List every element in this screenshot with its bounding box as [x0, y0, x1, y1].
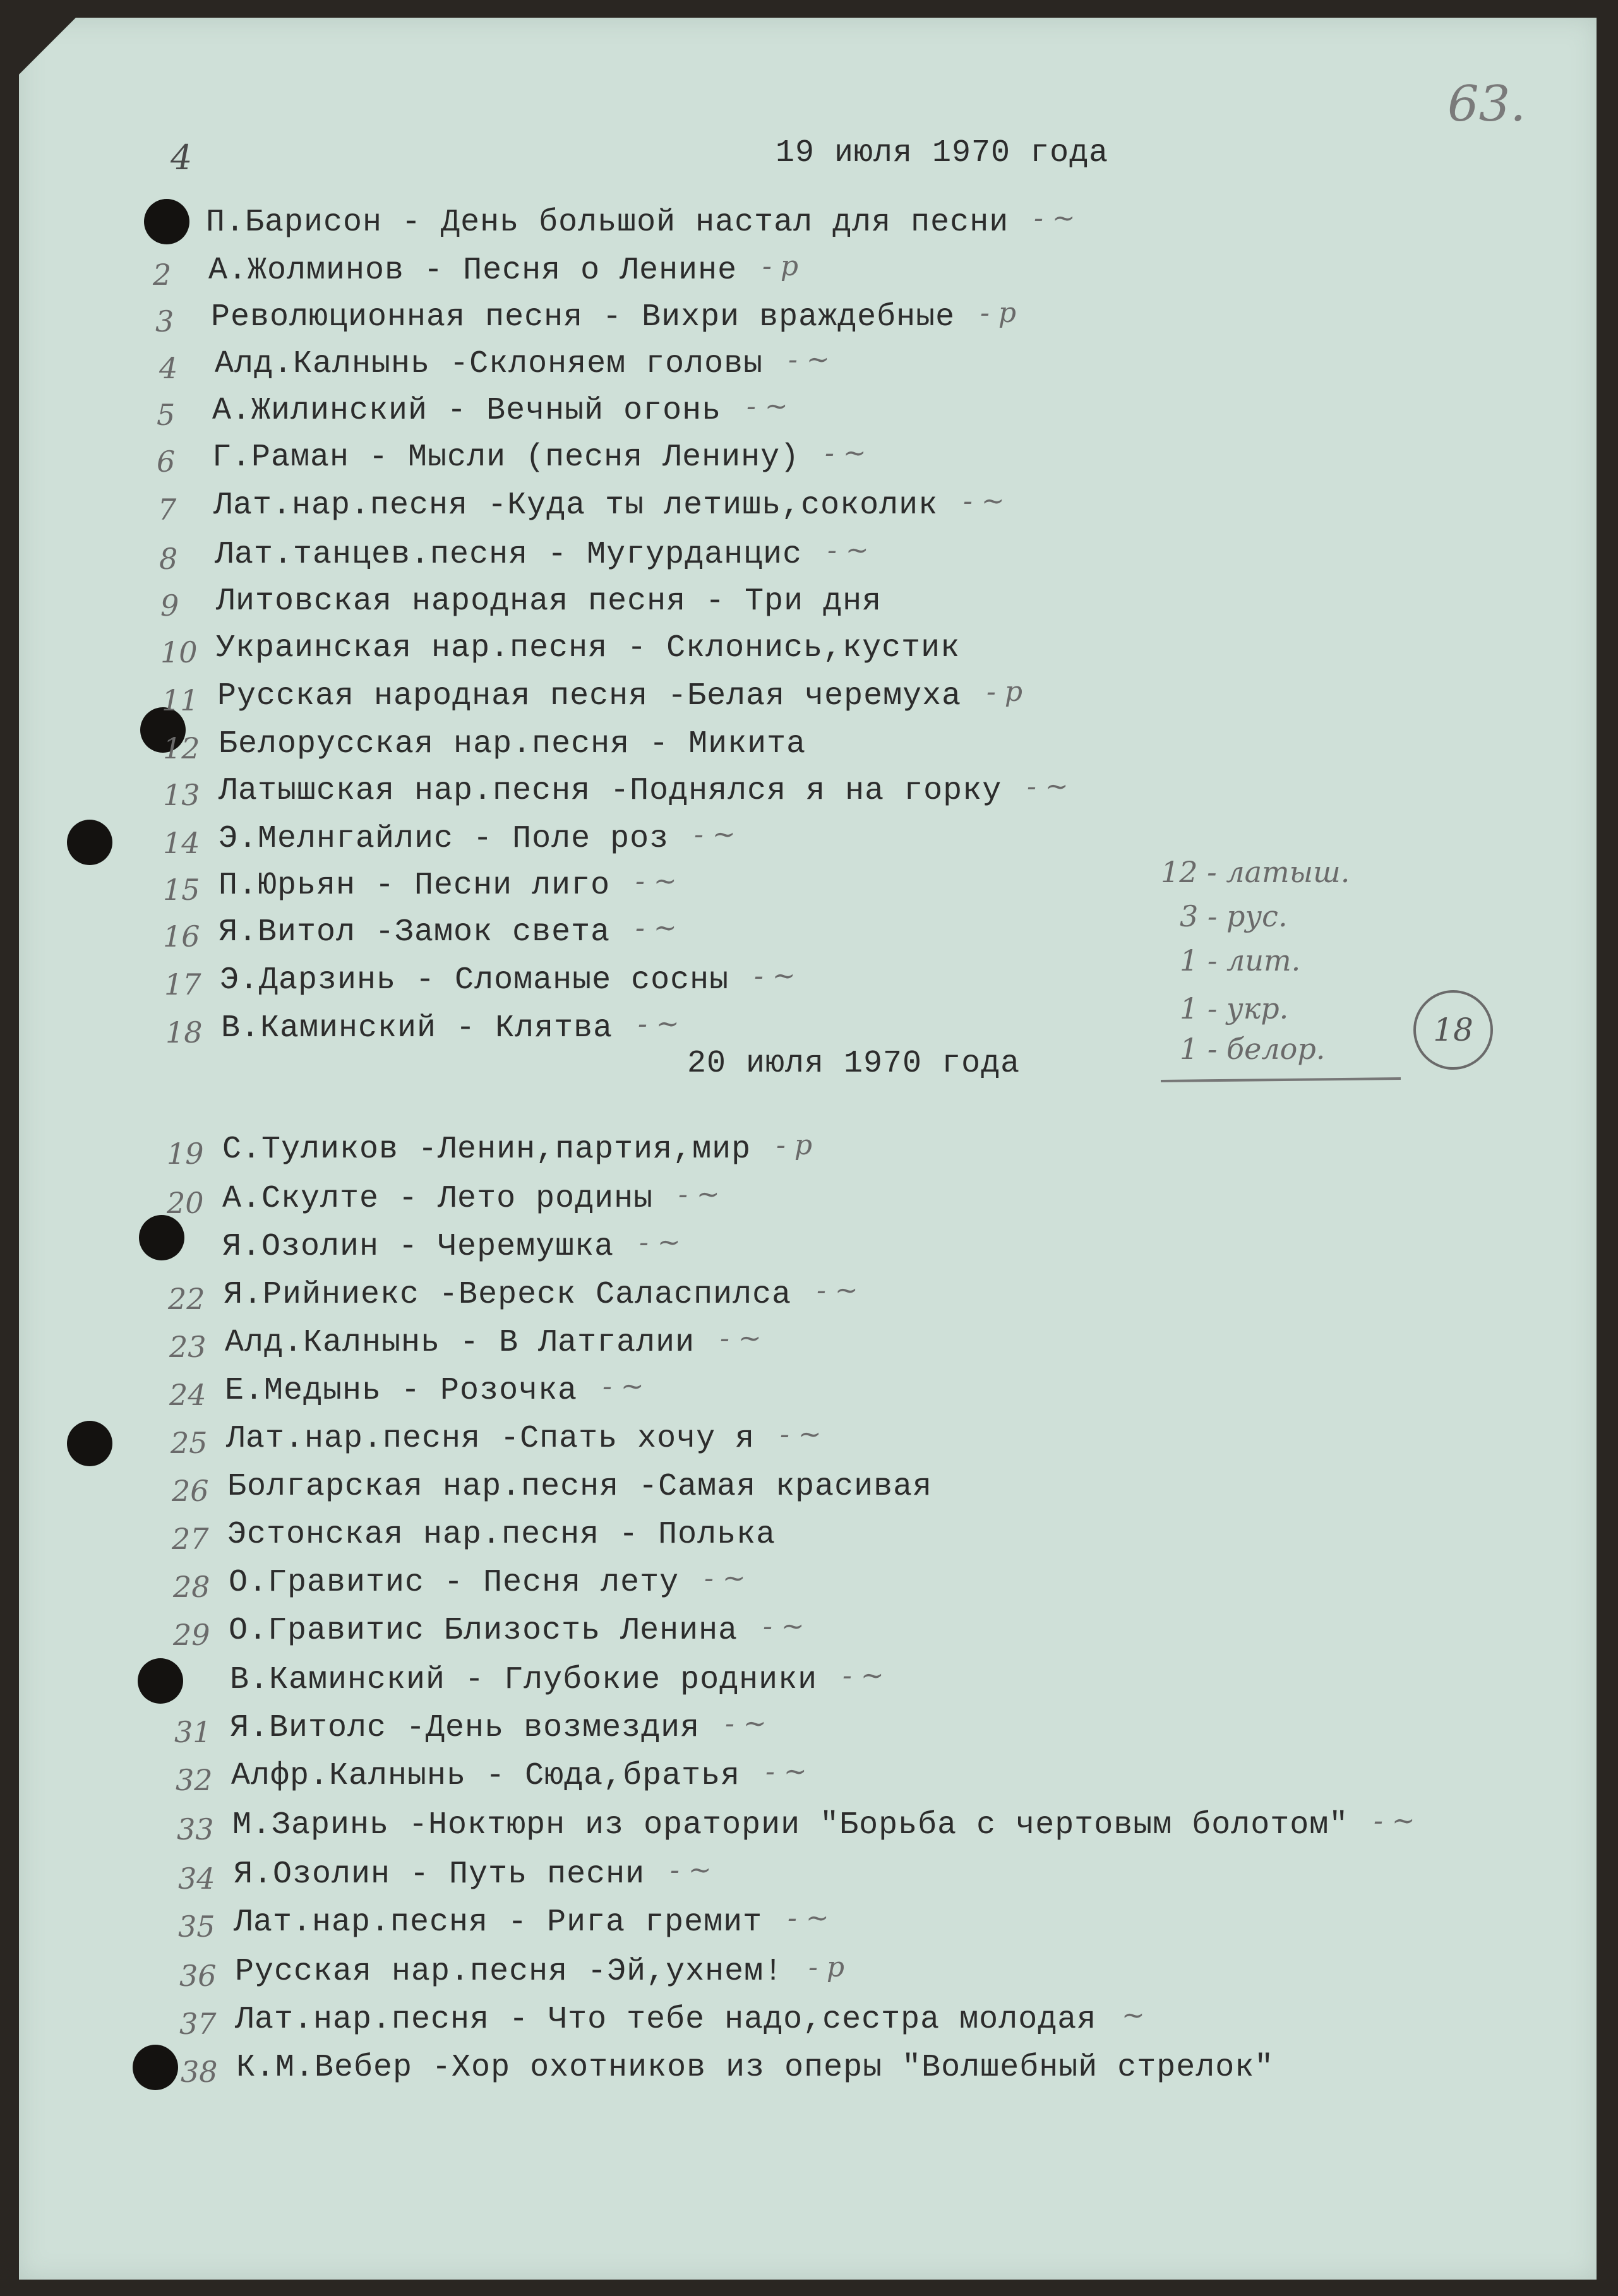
check-mark: - ~	[1374, 1805, 1415, 1837]
date-heading-2: 20 июля 1970 года	[687, 1046, 1021, 1082]
entry-text: Е.Медынь - Розочка	[225, 1373, 578, 1409]
check-mark: - ~	[963, 485, 1005, 517]
check-mark: - ~	[635, 912, 677, 944]
punch-hole	[144, 199, 189, 244]
check-mark: - р	[986, 676, 1023, 708]
entry-text: Украинская нар.песня - Склонись,кустик	[216, 630, 961, 666]
entry-text: М.Заринь -Ноктюрн из оратории "Борьба с чертовым болотом"	[232, 1807, 1349, 1843]
tally-line-item: 1 - лит.	[1180, 943, 1301, 978]
circled-total: 18	[1413, 990, 1493, 1070]
check-mark: - ~	[639, 1226, 681, 1259]
entry-text: Г.Раман - Мысли (песня Ленину)	[212, 439, 800, 475]
entry-text: Латышская нар.песня -Поднялся я на горку	[219, 773, 1002, 809]
entry-number: 11	[162, 683, 199, 717]
entry-number: 9	[160, 589, 179, 623]
entry-number: 38	[181, 2055, 218, 2089]
check-mark: - ~	[1034, 202, 1076, 234]
check-mark: - ~	[746, 390, 788, 422]
entry-number: 3	[155, 304, 174, 338]
entry-number: 27	[172, 1522, 209, 1556]
entry-number: 32	[176, 1763, 213, 1797]
entry-number: 33	[177, 1812, 214, 1846]
entry-number: 5	[157, 398, 176, 432]
entry-text: Лат.нар.песня -Куда ты летишь,соколик	[213, 487, 938, 523]
check-mark: - ~	[842, 1659, 884, 1692]
entry-text: П.Юрьян - Песни лиго	[219, 868, 611, 904]
punch-hole	[139, 1215, 184, 1260]
entry-number: 18	[165, 1015, 203, 1049]
check-mark: - ~	[704, 1562, 746, 1594]
tally-underline	[1161, 1077, 1401, 1082]
entry-text: Я.Витолс -День возмездия	[230, 1710, 700, 1746]
entry-text: Лат.нар.песня -Спать хочу я	[226, 1421, 755, 1457]
entry-text: С.Туликов -Ленин,партия,мир	[222, 1132, 752, 1168]
entry-text: Я.Витол -Замок света	[219, 914, 611, 950]
entry-number: 29	[173, 1618, 210, 1652]
entry-number: 28	[173, 1570, 210, 1604]
check-mark: - ~	[725, 1707, 767, 1740]
entry-number: 6	[157, 445, 176, 479]
entry-text: Русская народная песня -Белая черемуха	[217, 678, 962, 714]
check-mark: - р	[762, 250, 799, 282]
entry-text: Э.Мелнгайлис - Поле роз	[219, 821, 669, 857]
entry-text: Эстонская нар.песня - Полька	[227, 1517, 776, 1553]
check-mark: - р	[980, 297, 1017, 329]
punch-hole	[67, 1421, 112, 1466]
entry-number: 10	[160, 635, 198, 669]
entry-text: О.Гравитис - Песня лету	[229, 1565, 680, 1601]
check-mark: - ~	[602, 1370, 644, 1402]
tally-line-item: 1 - укр.	[1180, 991, 1289, 1025]
entry-number: 22	[168, 1282, 205, 1316]
entry-text: Я.Озолин - Путь песни	[234, 1857, 645, 1892]
check-mark: - ~	[780, 1418, 822, 1450]
folded-corner	[19, 18, 76, 75]
entry-text: Литовская народная песня - Три дня	[216, 583, 882, 619]
check-mark: - ~	[765, 1755, 807, 1788]
entry-text: Болгарская нар.песня -Самая красивая	[227, 1469, 933, 1505]
entry-number: 4	[159, 351, 178, 385]
tally-line-item: 12 - латыш.	[1161, 855, 1350, 889]
entry-number: 20	[167, 1186, 204, 1220]
entry-text: В.Каминский - Клятва	[221, 1010, 613, 1046]
entry-number: 16	[163, 919, 200, 954]
check-mark: - ~	[825, 437, 866, 469]
corner-mark: 4	[171, 138, 193, 177]
check-mark: - ~	[817, 1274, 858, 1306]
check-mark: - р	[808, 1951, 845, 1983]
entry-text: А.Жолминов - Песня о Ленине	[208, 253, 738, 289]
entry-text: Я.Озолин - Черемушка	[222, 1229, 614, 1265]
punch-hole	[67, 820, 112, 865]
entry-number: 7	[158, 493, 177, 527]
entry-text: А.Жилинский - Вечный огонь	[212, 393, 722, 429]
archive-page	[19, 18, 1597, 2280]
check-mark: - ~	[635, 865, 677, 897]
check-mark: - ~	[678, 1178, 720, 1211]
check-mark: - ~	[788, 1902, 829, 1934]
entry-text: О.Гравитис Близость Ленина	[229, 1613, 738, 1649]
entry-text: Э.Дарзинь - Сломаные сосны	[220, 962, 729, 998]
entry-text: А.Скулте - Лето родины	[222, 1181, 654, 1217]
entry-number: 14	[163, 826, 200, 860]
entry-text: Лат.нар.песня - Рига гремит	[234, 1904, 763, 1940]
date-heading-1: 19 июля 1970 года	[776, 135, 1109, 171]
entry-number: 34	[178, 1862, 215, 1896]
entry-text: Лат.танцев.песня - Мугурданцис	[215, 537, 803, 573]
entry-number: 25	[171, 1426, 208, 1460]
entry-number: 13	[163, 778, 200, 812]
entry-text: В.Каминский - Глубокие родники	[230, 1662, 818, 1698]
check-mark: - ~	[754, 960, 796, 992]
entry-text: Алфр.Калнынь - Сюда,братья	[231, 1758, 741, 1794]
check-mark: - ~	[1027, 770, 1069, 803]
check-mark: - ~	[638, 1008, 680, 1040]
check-mark: - ~	[720, 1322, 762, 1354]
entry-text: К.М.Вебер -Хор охотников из оперы "Волшебный стрелок"	[236, 2050, 1274, 2086]
check-mark: - ~	[670, 1854, 712, 1886]
entry-number: 26	[172, 1474, 209, 1508]
entry-text: Алд.Калнынь - В Латгалии	[225, 1325, 695, 1361]
entry-number: 12	[163, 731, 200, 765]
entry-number: 24	[169, 1378, 207, 1412]
check-mark: ~	[1122, 1999, 1145, 2031]
page-number: 63.	[1447, 76, 1526, 133]
entry-number: 17	[164, 967, 201, 1002]
entry-number: 15	[163, 873, 200, 907]
entry-number: 31	[174, 1715, 212, 1749]
entry-number: 37	[179, 2007, 217, 2041]
tally-line-item: 3 - рус.	[1180, 899, 1288, 933]
check-mark: - ~	[763, 1610, 805, 1642]
check-mark: - ~	[827, 534, 869, 566]
punch-hole	[138, 1658, 183, 1704]
entry-text: Революционная песня - Вихри враждебные	[211, 299, 956, 335]
entry-text: П.Барисон - День большой настал для песни	[206, 205, 1009, 241]
entry-number: 23	[169, 1330, 207, 1364]
check-mark: - ~	[694, 818, 736, 851]
entry-text: Белорусская нар.песня - Микита	[219, 726, 806, 762]
entry-number: 8	[159, 542, 178, 576]
entry-number: 19	[167, 1137, 204, 1171]
entry-text: Русская нар.песня -Эй,ухнем!	[235, 1954, 784, 1990]
check-mark: - р	[776, 1129, 813, 1161]
entry-number: 2	[153, 258, 172, 292]
check-mark: - ~	[788, 344, 830, 376]
entry-number: 35	[178, 1910, 215, 1944]
entry-number: 36	[179, 1959, 217, 1993]
entry-text: Лат.нар.песня - Что тебе надо,сестра молодая	[235, 2002, 1097, 2038]
entry-text: Алд.Калнынь -Склоняем головы	[215, 346, 764, 382]
punch-hole	[133, 2045, 178, 2090]
entry-text: Я.Рийниекс -Вереск Саласпилса	[224, 1277, 792, 1313]
tally-line-item: 1 - белор.	[1180, 1032, 1326, 1066]
